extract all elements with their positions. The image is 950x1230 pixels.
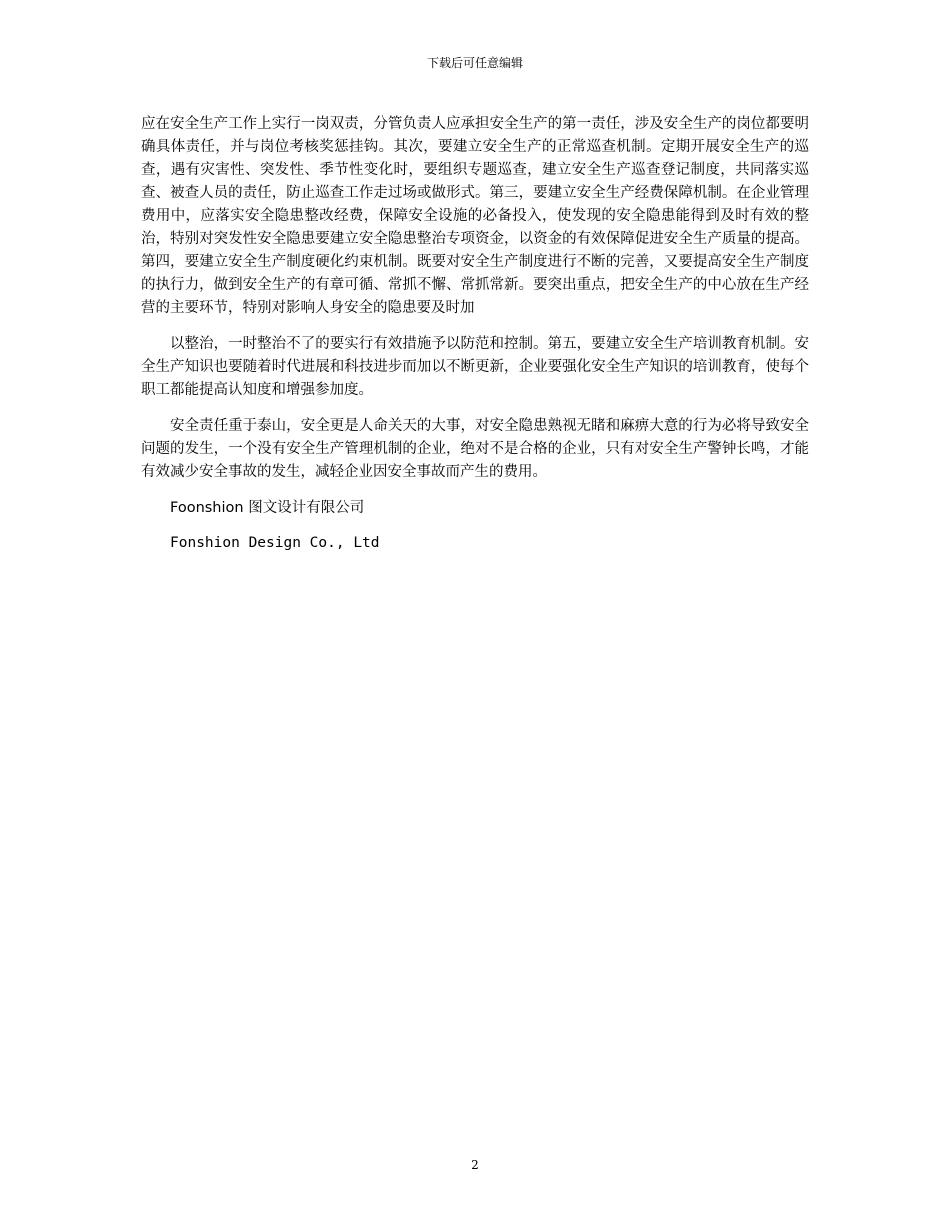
company-name-en: Fonshion Design Co., Ltd	[170, 535, 380, 551]
company-name-cn: Foonshion 图文设计有限公司	[170, 500, 365, 516]
paragraph-2: 以整治，一时整治不了的要实行有效措施予以防范和控制。第五，要建立安全生产培训教育机制。安全生产知识也要随着时代进展和科技进步而加以不断更新，企业要强化安全生产知识的培训教育，使每个职工都能提高认知度和增强参加度。	[141, 336, 809, 398]
paragraph-1: 应在安全生产工作上实行一岗双责，分管负责人应承担安全生产的第一责任，涉及安全生产的岗位都要明确具体责任，并与岗位考核奖惩挂钩。其次，要建立安全生产的正常巡查机制。定期开展安全生产的巡查，遇有灾害性、突发性、季节性变化时，要组织专题巡查，建立安全生产巡查登记制度，共同落实巡查、被查人员的责任，防止巡查工作走过场或做形式。第三，要建立安全生产经费保障机制。在企业管理费用中，应落实安全隐患整改经费，保障安全设施的必备投入，使发现的安全隐患能得到及时有效的整治，特别对突发性安全隐患要建立安全隐患整治专项资金，以资金的有效保障促进安全生产质量的提高。第四，要建立安全生产制度硬化约束机制。既要对安全生产制度进行不断的完善，又要提高安全生产制度的执行力，做到安全生产的有章可循、常抓不懈、常抓常新。要突出重点，把安全生产的中心放在生产经营的主要环节，特别对影响人身安全的隐患要及时加	[141, 116, 809, 316]
paragraph-3: 安全责任重于泰山，安全更是人命关天的大事，对安全隐患熟视无睹和麻痹大意的行为必将导致安全问题的发生，一个没有安全生产管理机制的企业，绝对不是合格的企业，只有对安全生产警钟长鸣，才能有效减少安全事故的发生，减轻企业因安全事故而产生的费用。	[141, 418, 809, 480]
body-content	[141, 113, 809, 567]
page-number: 2	[471, 1158, 479, 1172]
page-header: 下载后可任意编辑	[426, 56, 523, 70]
